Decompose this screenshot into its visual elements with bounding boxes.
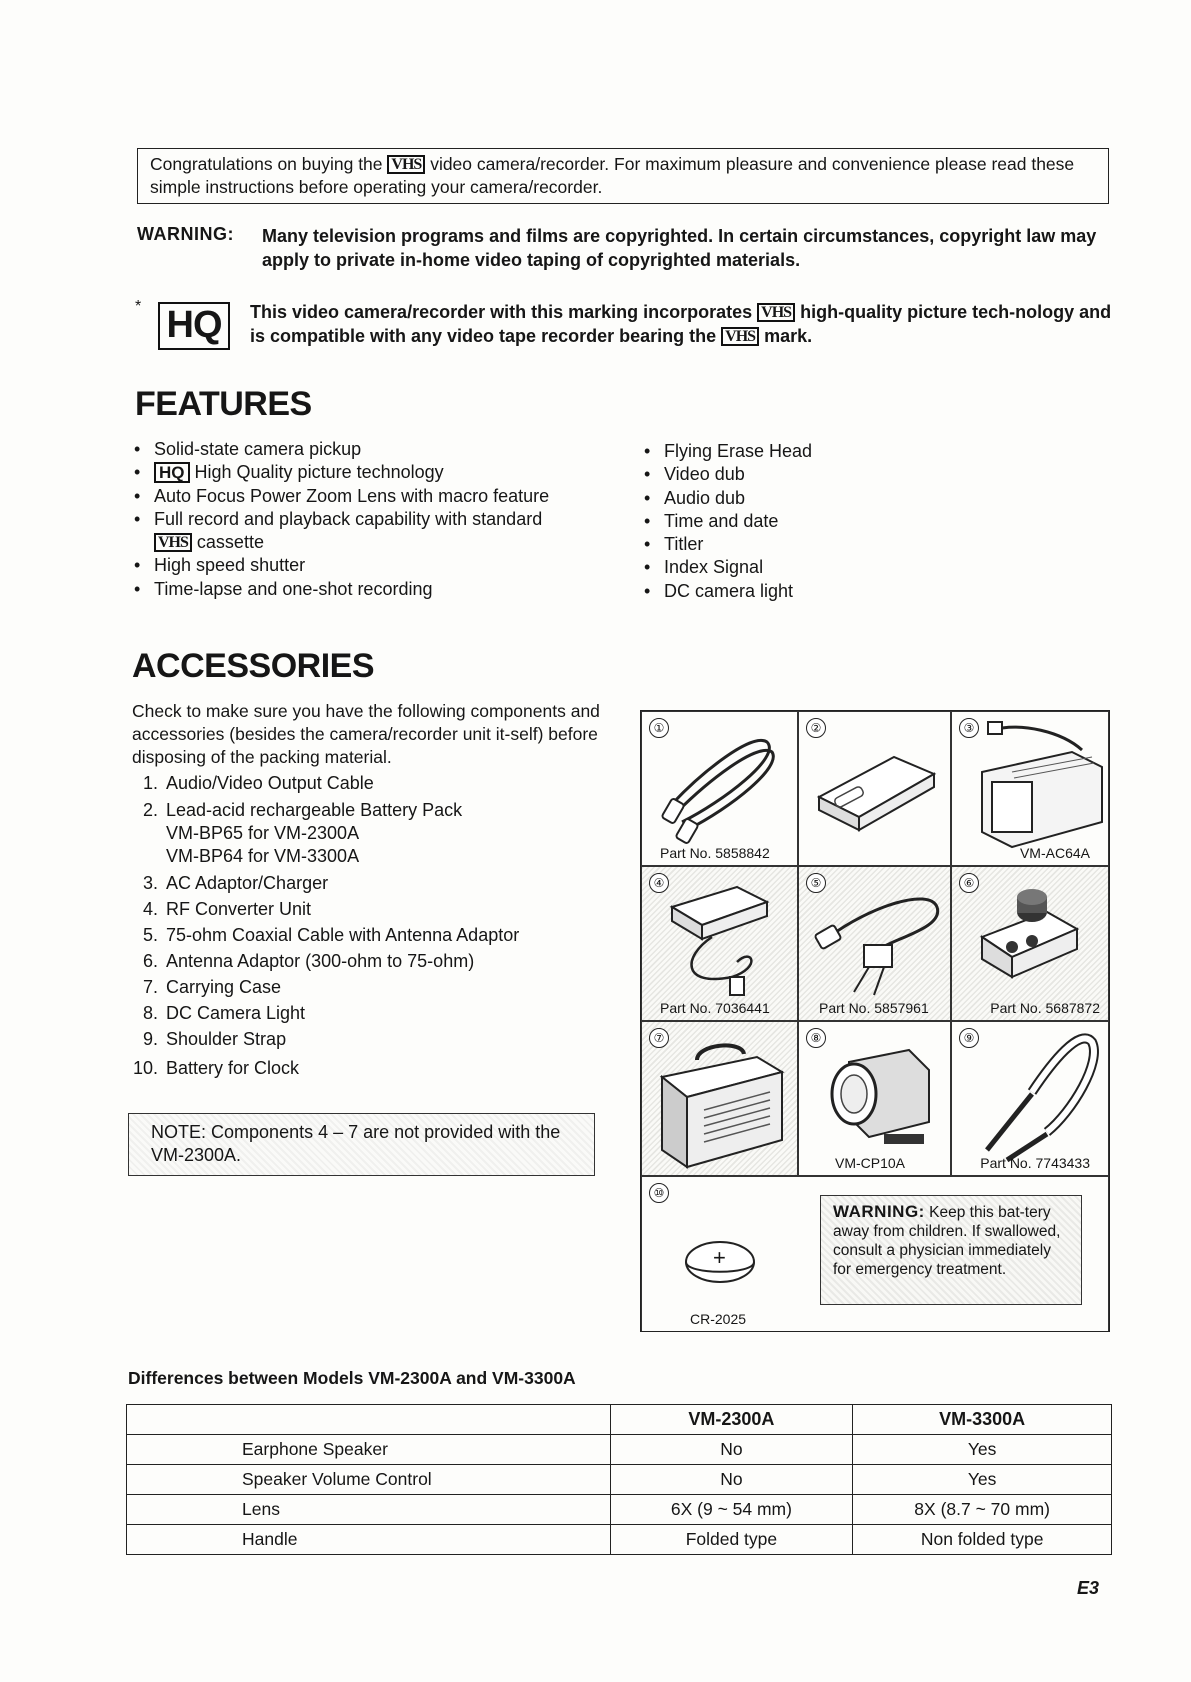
table-header-row bbox=[127, 1405, 1112, 1435]
intro-box bbox=[137, 148, 1109, 204]
coaxial-cable-illustration bbox=[799, 867, 951, 1021]
table-cell: Yes bbox=[853, 1465, 1112, 1495]
note-box bbox=[128, 1113, 595, 1176]
table-cell: No bbox=[610, 1435, 853, 1465]
vhs-logo-icon: VHS bbox=[387, 155, 425, 174]
vhs-logo-icon: VHS bbox=[154, 533, 192, 552]
differences-title: Differences between Models VM-2300A and VM-3300A bbox=[128, 1368, 576, 1388]
feature-item: • Titler bbox=[642, 533, 1062, 556]
list-item: 3. AC Adaptor/Charger bbox=[142, 873, 329, 893]
list-item: 1. Audio/Video Output Cable bbox=[142, 773, 374, 793]
table-cell: 6X (9 ~ 54 mm) bbox=[610, 1495, 853, 1525]
accessory-cell-av-cable bbox=[641, 711, 798, 866]
accessory-cell-carrying-case bbox=[641, 1021, 798, 1176]
ac-adaptor-illustration bbox=[952, 712, 1109, 866]
table-row bbox=[127, 1495, 1112, 1525]
table-row bbox=[127, 1435, 1112, 1465]
accessory-cell-antenna-adaptor bbox=[951, 866, 1109, 1021]
hq-note-text-1: This video camera/recorder with this marking incorporates bbox=[250, 302, 753, 322]
hq-note-text-2: high-quality picture tech-nology and is compatible with any video tape recorder bearing the bbox=[250, 302, 1112, 346]
list-item: 6. Antenna Adaptor (300-ohm to 75-ohm) bbox=[142, 951, 475, 971]
accessory-cell-battery-pack bbox=[798, 711, 951, 866]
av-cable-illustration bbox=[642, 712, 798, 866]
item-number: ⑦ bbox=[649, 1028, 669, 1048]
list-item: 8. DC Camera Light bbox=[142, 1003, 306, 1023]
table-header-cell: VM-2300A bbox=[610, 1405, 853, 1435]
antenna-adaptor-illustration bbox=[952, 867, 1109, 1021]
table-cell: Folded type bbox=[610, 1525, 853, 1555]
hq-note-text bbox=[250, 300, 1115, 348]
accessory-cell-ac-adaptor bbox=[951, 711, 1109, 866]
battery-warning-label: WARNING: bbox=[833, 1202, 925, 1221]
feature-item: • Audio dub bbox=[642, 487, 1062, 510]
accessory-illustration-grid bbox=[640, 710, 1110, 1332]
feature-item: • Full record and playback capability with standard bbox=[132, 508, 612, 531]
part-number-caption: Part No. 5687872 bbox=[990, 1000, 1100, 1016]
vhs-logo-icon: VHS bbox=[757, 303, 795, 322]
battery-warning-box bbox=[820, 1195, 1082, 1305]
table-cell: 8X (8.7 ~ 70 mm) bbox=[853, 1495, 1112, 1525]
accessories-heading: ACCESSORIES bbox=[132, 647, 374, 685]
accessory-cell-coaxial-cable bbox=[798, 866, 951, 1021]
intro-text-1: Congratulations on buying the bbox=[150, 154, 383, 174]
battery-variant: VM-BP64 for VM-3300A bbox=[166, 846, 360, 866]
part-number-caption: Part No. 7036441 bbox=[660, 1000, 770, 1016]
part-number-caption: Part No. 5858842 bbox=[660, 845, 770, 861]
item-number: ② bbox=[806, 718, 826, 738]
table-cell: Handle bbox=[127, 1525, 611, 1555]
carrying-case-illustration bbox=[642, 1022, 798, 1176]
list-item: 2. Lead-acid rechargeable Battery Pack bbox=[142, 800, 463, 820]
feature-item: • High speed shutter bbox=[132, 554, 612, 577]
dc-camera-light-illustration bbox=[799, 1022, 951, 1176]
hq-note-text-3: mark. bbox=[764, 326, 813, 346]
battery-pack-illustration bbox=[799, 712, 951, 866]
accessory-cell-rf-converter bbox=[641, 866, 798, 1021]
table-header-cell bbox=[127, 1405, 611, 1435]
feature-item: • Solid-state camera pickup bbox=[132, 438, 612, 461]
battery-plus-sign: + bbox=[713, 1245, 726, 1270]
table-row bbox=[127, 1525, 1112, 1555]
feature-item: • Index Signal bbox=[642, 556, 1062, 579]
list-item: 7. Carrying Case bbox=[142, 977, 282, 997]
table-cell: Lens bbox=[127, 1495, 611, 1525]
part-number-caption: VM-CP10A bbox=[835, 1155, 906, 1171]
intro-text-2: video camera/recorder. For maximum pleasure and convenience please read these simple instructions before operating your camera/recorder. bbox=[150, 154, 1075, 197]
feature-item: • Flying Erase Head bbox=[642, 440, 1062, 463]
feature-item-continuation: VHS cassette bbox=[132, 531, 612, 554]
battery-warning-text: Keep this bat-tery away from children. If swallowed, consult a physician immediately for emergency treatment. bbox=[833, 1204, 1061, 1278]
hq-logo-icon: HQ bbox=[158, 302, 230, 350]
accessory-cell-dc-camera-light bbox=[798, 1021, 951, 1176]
table-cell: Earphone Speaker bbox=[127, 1435, 611, 1465]
table-cell: Yes bbox=[853, 1435, 1112, 1465]
feature-item: • Time-lapse and one-shot recording bbox=[132, 578, 612, 601]
differences-table bbox=[126, 1404, 1112, 1555]
accessory-cell-shoulder-strap bbox=[951, 1021, 1109, 1176]
accessories-list bbox=[128, 772, 608, 1080]
feature-item: • HQ High Quality picture technology bbox=[132, 461, 612, 484]
table-cell: Speaker Volume Control bbox=[127, 1465, 611, 1495]
list-item: 5. 75-ohm Coaxial Cable with Antenna Adaptor bbox=[142, 925, 520, 945]
item-number: ⑩ bbox=[649, 1183, 669, 1203]
rf-converter-illustration bbox=[642, 867, 798, 1021]
part-number-caption: Part No. 5857961 bbox=[819, 1000, 929, 1016]
part-number-caption: VM-AC64A bbox=[1019, 845, 1090, 861]
features-list-left bbox=[132, 438, 612, 601]
item-number: ⑧ bbox=[806, 1028, 826, 1048]
accessories-intro: Check to make sure you have the following components and accessories (besides the camera/recorder unit it-self) before disposing of the packing material. bbox=[132, 701, 600, 767]
warning-text: Many television programs and films are copyrighted. In certain circumstances, copyright law may apply to private in-home video taping of copyrighted materials. bbox=[262, 226, 1097, 270]
warning-label: WARNING: bbox=[137, 224, 234, 244]
item-number: ⑤ bbox=[806, 873, 826, 893]
feature-item: • Auto Focus Power Zoom Lens with macro feature bbox=[132, 485, 612, 508]
shoulder-strap-illustration bbox=[952, 1022, 1109, 1176]
feature-item: • DC camera light bbox=[642, 580, 1062, 603]
hq-logo-icon: HQ bbox=[154, 462, 190, 483]
part-number-caption: Part No. 7743433 bbox=[980, 1155, 1090, 1171]
item-number: ⑨ bbox=[959, 1028, 979, 1048]
item-number: ⑥ bbox=[959, 873, 979, 893]
table-row bbox=[127, 1465, 1112, 1495]
vhs-logo-icon: VHS bbox=[721, 327, 759, 346]
item-number: ④ bbox=[649, 873, 669, 893]
features-list-right bbox=[642, 440, 1062, 603]
table-cell: Non folded type bbox=[853, 1525, 1112, 1555]
footnote-star: * bbox=[135, 298, 142, 315]
accessory-cell-clock-battery bbox=[641, 1176, 1109, 1331]
item-number: ③ bbox=[959, 718, 979, 738]
item-number: ① bbox=[649, 718, 669, 738]
part-number-caption: CR-2025 bbox=[690, 1311, 747, 1327]
list-item: 10. Battery for Clock bbox=[132, 1058, 300, 1078]
feature-item: • Video dub bbox=[642, 463, 1062, 486]
table-header-cell: VM-3300A bbox=[853, 1405, 1112, 1435]
page-number: E3 bbox=[1077, 1578, 1100, 1598]
battery-variant: VM-BP65 for VM-2300A bbox=[166, 823, 360, 843]
list-item: 4. RF Converter Unit bbox=[142, 899, 312, 919]
note-label: NOTE: bbox=[151, 1122, 207, 1142]
features-heading: FEATURES bbox=[135, 385, 312, 423]
note-text: Components 4 – 7 are not provided with the VM-2300A. bbox=[151, 1122, 561, 1165]
list-item: 9. Shoulder Strap bbox=[142, 1029, 287, 1049]
feature-item: • Time and date bbox=[642, 510, 1062, 533]
table-cell: No bbox=[610, 1465, 853, 1495]
